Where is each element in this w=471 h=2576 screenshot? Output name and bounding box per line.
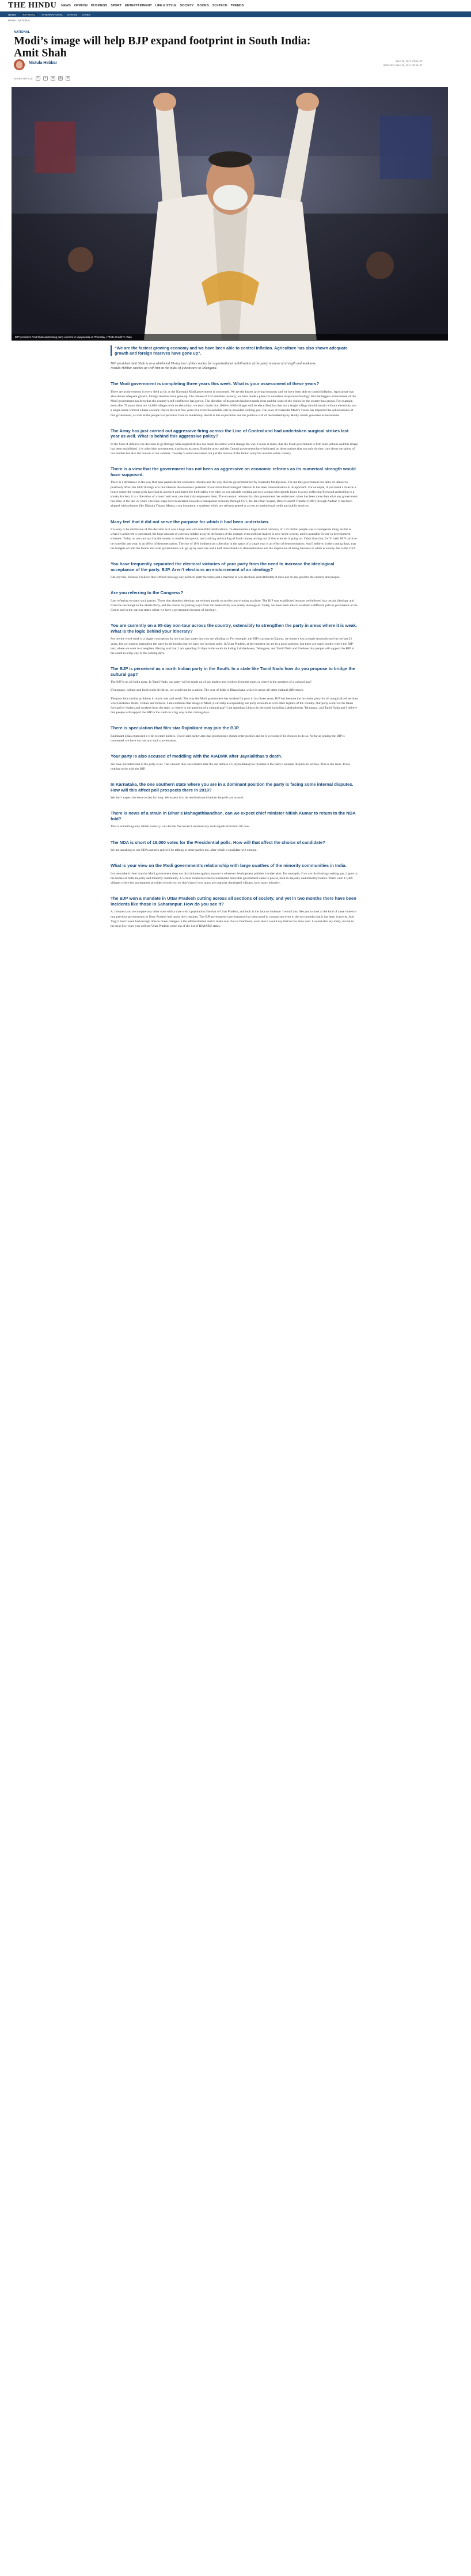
pull-quote: “We are the fastest growing economy and we have been able to control inflation. Agriculture has also shown adequate growth and foreign reserves have gone up”. <box>111 345 358 356</box>
author-name[interactable]: Nistula Hebbar <box>29 61 58 65</box>
answer <box>111 442 358 456</box>
answer <box>111 734 358 743</box>
answer-paragraph: I do say this, because I believe that without ideology any political party becomes just a machine to win elections and ultimately it does not do any good to the country and people. <box>111 576 340 580</box>
answer-paragraph: There are achievements in every field as far as the Narendra Modi government is concerned. We are the fastest growing economy and we have been able to control inflation. Agriculture has also shown adequate growth, foreign reserves have gone up. The release of 104 satellites recently, we have made a place for ourselves in space technology. But the biggest achievement of the Modi government has been that the country’s self confidence has grown. The direction of its growth has been made clear and the scale of the vision for the country has grown. For example, even after 70 years there are 14,000 villages with no electricity; we don’t doubt that 1000 or 2000 villages will be electrified, but that not a single village should remain without electricity, not a single home without a bank account, that in the next five years five crore households will be provided cooking gas. The scale of Narendra Modi’s vision has impacted the achievements of this government, as well as the people’s expectation from its leadership. And it is this expectation and the political will of the leadership by Modiji which generates achievements. <box>111 390 356 417</box>
answer <box>111 872 358 886</box>
answer-paragraph: It is easy to be dismissive of this decision as it was a huge one with manifold ramifications. To demonetise a huge load of currency of 1.25 billion people was a courageous thing. As far as what it’s achieved is concerned, the huge amount of currency hidden away in the homes of the corrupt, even political leaders is now in the system, and is available for use in development schemes. Today no one can say that the money is outside the system, and tracking and trailing of black money arising out of this exercise is going on. Other than that, for 91 lakh PAN cards to be issued in one year, is an effect of demonetisation. The rise of 18% in direct tax collection in the space of a single year is an effect of demonetisation. And I believe, in the coming days, that the budgets of both the Union and state governments will go up by over one and a half times thanks to demonetisation and the imperative of doing business in white economy due to the GST. <box>111 528 357 550</box>
author-row <box>14 59 434 71</box>
nav-item-trends[interactable]: TRENDS <box>230 3 244 7</box>
answer <box>111 637 358 656</box>
answer <box>111 824 358 829</box>
nav-item-society[interactable]: SOCIETY <box>180 3 194 7</box>
answer <box>111 527 358 551</box>
answer <box>111 762 358 771</box>
question: What is your view on the Modi government’s relationship with large swathes of the minority communities in India. <box>111 863 347 869</box>
nav-item-books[interactable]: BOOKS <box>197 3 209 7</box>
nav-item-business[interactable]: BUSINESS <box>90 3 108 7</box>
nav-item-sci-tech[interactable]: SCI-TECH <box>212 3 227 7</box>
question: There is news of a strain in Bihar’s Mahagathbandhan, can we expect chief minister Nitish Kumar to return to the NDA fold? <box>111 811 356 821</box>
answer-paragraph: Rajinikant ji has expressed a wish to enter politics. I have said earlier also that good people should enter politics and he is welcome if he chooses to do so. As far as joining the BJP is concerned, we have not had any such conversation. <box>111 734 345 743</box>
subnav-item-cities[interactable]: CITIES <box>82 13 90 16</box>
answer <box>111 796 358 800</box>
nav-item-news[interactable]: NEWS <box>61 3 71 7</box>
nav-item-sport[interactable]: SPORT <box>111 3 122 7</box>
answer <box>111 599 358 613</box>
section-label[interactable]: NATIONAL <box>14 31 31 34</box>
answer-paragraph: I am referring to many such parties. Those that abandon ideology are reduced purely to an election winning machine. The BJP was established because we believed in a certain ideology and from the Jan Sangh to the Janata Party, and the reason for parting ways from the Janata Party was purely ideological. Today, we have been able to establish a different path in governance at the Centre and in the various states where we have a government because of ideology. <box>111 599 358 612</box>
nav-item-entertainment[interactable]: ENTERTAINMENT <box>125 3 152 7</box>
question: There is speculation that film star Rajinikant may join the BJP. <box>111 725 240 731</box>
question: You are currently on a 95-day non-tour across the country, ostensibly to strengthen the party in areas where it is weak. What is the logic behind your itinerary? <box>111 623 358 634</box>
answer-paragraph: We have not interfered in the party at all. The vacuum that was created after the sad demise of [Jayalalithaa] has resulted in the party’s internal disputes to surface. That is the issue. It has nothing to do with the BJP. <box>111 762 350 771</box>
email-icon[interactable]: ✉ <box>51 77 55 80</box>
subnav-item-international[interactable]: INTERNATIONAL <box>41 13 63 16</box>
print-icon[interactable]: ⎙ <box>59 77 62 80</box>
answer-paragraph: If language, culture and food could divide us, we would not be a nation. The core of India is Bharatiyata, which is above all other cultural differences. <box>111 688 304 692</box>
question: There is a view that the government has not been as aggressive on economic reforms as its numerical strength would have supposed. <box>111 466 356 477</box>
question: The BJP is perceived as a north Indian party in the South. In a state like Tamil Nadu how do you propose to bridge the cultural gap? <box>111 666 355 677</box>
article-title: Modi’s image will help BJP expand footprint in South India: Amit Shah <box>14 35 311 59</box>
sub-nav <box>0 12 471 17</box>
subnav-item-national[interactable]: NATIONAL <box>21 13 37 16</box>
answer-paragraph: A. I request you to compare any other state with a state with a population like that of Uttar Pradesh, and look at the data on violence. I would also like you to look at the kind of caste violence that previous governments in Uttar Pradesh had under their regimes. The BJP government’s performance has been good in comparison even in the two months that it has been in power. And Yogi’s hasn’t even had enough time to make changes in the administration and to make sure that its functional, even then I would say that he has done well. I would also say today, in that in the next five years you will see Uttar Pradesh come out of the list of BIMARU states. <box>111 910 356 929</box>
nav-item-opinion[interactable]: OPINION <box>74 3 88 7</box>
question: The NDA is short of 18,000 votes for the Presidential polls. How will that affect the choice of candidate? <box>111 839 325 845</box>
question: The BJP won a mandate in Uttar Pradesh cutting across all sections of society, and yet in two months there have been incidents like those in Saharanpur. How do you see it? <box>111 896 356 907</box>
hero-photo <box>12 87 448 340</box>
top-nav <box>61 4 244 7</box>
answer <box>111 680 358 715</box>
author-avatar <box>14 59 25 70</box>
published-date: MAY 25, 2017 22:06 IST <box>396 60 423 63</box>
masthead <box>0 0 471 12</box>
answer <box>111 390 358 418</box>
share-label: SHARE ARTICLE <box>14 77 33 80</box>
answer-paragraph: We are speaking to our NDA partners and will be talking to other parties too, after which a candidate will emerge. <box>111 848 257 853</box>
answer-paragraph: Let me make it clear that the Modi government does not discriminate against anyone in whatever development policies it undertakes. For example, if we are distributing cooking gas, it goes to the homes of both majority and minority community, 4.5 crore toilets have been constructed since this government came to power, both in majority and minority homes. There were 17,000 villages where the government provided electricity, we don’t know how many are majority dominated villages, how many minority. <box>111 872 358 885</box>
question: In Karnataka, the one southern state where you are in a dominant position the party is facing some internal disputes. How will this affect poll prospects there in 2018? <box>111 782 354 793</box>
answer-paragraph: There is a difference in the way that pink papers define economic reforms and the way that the government led by Narendra Modiji does. For me this government has done its utmost to positively affect the GDP through acts that liberate the economic potential of our most disadvantaged citizens. It has been transformative in its approach. For example, if you build a toilet in a house where the young girls have had to access it and feared for their safety everyday, or you provide cooking gas to a woman who spends hours in a day collecting firewood and toiling in a smoky kitchen, it is a liberation of a most basic sort, one that truly empowers them. The economic reforms that this government has undertaken taken has been more than what any government has done in the last 22 years. Decisive steps have been taken towards a transparent economy through GST, the Jan Dhan Yojana, Direct Benefit Transfer (DBT) through Aadhar. It has been aligned with schemes like Ujjwala Yojana, Mudra, crop insurance, e-markets which are reforms geared at access to institutional credit and public services. <box>111 481 358 508</box>
updated-date: UPDATED: MAY 26, 2017 00:35 IST <box>382 64 423 67</box>
facebook-icon[interactable]: f <box>36 76 40 81</box>
image-caption: BJP president Amit Shah addressing party workers in Vijayawada on Thursday. | Photo Credit: V. Raju <box>12 334 448 341</box>
answer-paragraph: We don’t expect the issue to last for long. We expect it to be resolved much before the polls are around. <box>111 796 244 800</box>
share-row <box>14 75 434 81</box>
breadcrumb[interactable]: NEWS › NATIONAL <box>8 19 31 22</box>
subnav-item-news[interactable]: NEWS <box>8 13 16 16</box>
question: Many feel that it did not serve the purpose for which it had been undertaken. <box>111 519 269 524</box>
question: Are you referring to the Congress? <box>111 590 184 596</box>
site-logo[interactable]: THE HINDU <box>8 1 57 10</box>
twitter-icon[interactable]: t <box>43 76 48 81</box>
answer-paragraph: The BJP is an all-India party. In Tamil Nadu, our party will be made up of our leaders and workers from the state, or where is the question of a cultural gap? <box>111 680 312 684</box>
answer-paragraph: The poor face similar problems in north, east and south. The way the Modi government has worked for poor in last three years, BJP has become the favourite party for all marginalized sections which includes Dalits, Tribals and farmers. I am confident that image of Modi ji will help us expanding our party in South as well other regions of the country. Our party work will be taken forward by leaders and workers from the state, so where is the question of a cultural gap? I am spending 24 days in the south including Lakshadweep, Telangana, and Tamil Nadu and I believe that people will support the BJP in the south in a big way in the coming days. <box>111 697 358 715</box>
answer <box>111 575 358 580</box>
article-body <box>111 345 358 939</box>
answer-paragraph: For me the word weak is a bigger conception for me than just states that you are alluding to. For example, the BJP is strong in Gujarat, we haven’t lost a single Assembly poll in the last 22 years, but we want to strengthen the party in the booths that we have lost in those polls. In Uttar Pradesh, at the moment we are in a good position, but there are many booths where the BJP lost, where we want to strengthen. Having said that, I am spending 24 days in the south including Lakshadweep, Telangana, and Tamil Nadu and I believe that people will support the BJP in the south in a big way in the coming days. <box>111 637 355 655</box>
intro-byline: Nistula Hebbar catches up with him in the midst of a heatwave in Telangana. <box>111 367 218 370</box>
hero-image <box>12 87 448 340</box>
answer <box>111 480 358 508</box>
question: The Modi government is completing three years this week. What is your assessment of these years? <box>111 381 320 386</box>
subnav-item-states[interactable]: STATES <box>67 13 78 16</box>
intro <box>111 362 358 371</box>
question: You have frequently separated the electoral victories of your party from the need to increase the ideological acceptance of the party. BJP. Aren’t elections an endorsement of an ideology? <box>111 561 335 572</box>
text-size-icon[interactable]: A <box>66 76 70 81</box>
question: The Army has just carried out aggressive firing across the Line of Control and had undertaken surgical strikes last year as well. What is behind this aggressive policy? <box>111 428 349 439</box>
answer-paragraph: That is something only Nitish Kumar ji can decide. We haven’t received any such signals from him till now. <box>111 825 250 829</box>
answer <box>111 910 358 929</box>
nav-item-life-style[interactable]: LIFE & STYLE <box>155 3 177 7</box>
intro-text: BJP president Amit Shah is on a whirlwind 95-day tour of the country for organisational mobilisation of the party in areas of strength and weakness. <box>111 362 317 366</box>
qa-list <box>111 381 358 929</box>
answer-paragraph: In the field of defence, the decision to go through with surgical strikes has made the entire world change the way it looks at India, that the Modi government is firm in its actions and this image has been established. It is a decisive government, that backs its army. Both the army and the Central government have indicated by these actions that not only do they care about the safety of our borders but also the honour of our soldiers. Tuesday’s action has raised not just the morale of the Indian army but also the entire country. <box>111 442 358 456</box>
answer <box>111 848 358 853</box>
dates <box>383 59 423 67</box>
question: Your party is also accused of meddling with the AIADMK after Jayalalithaa’s death. <box>111 754 283 759</box>
